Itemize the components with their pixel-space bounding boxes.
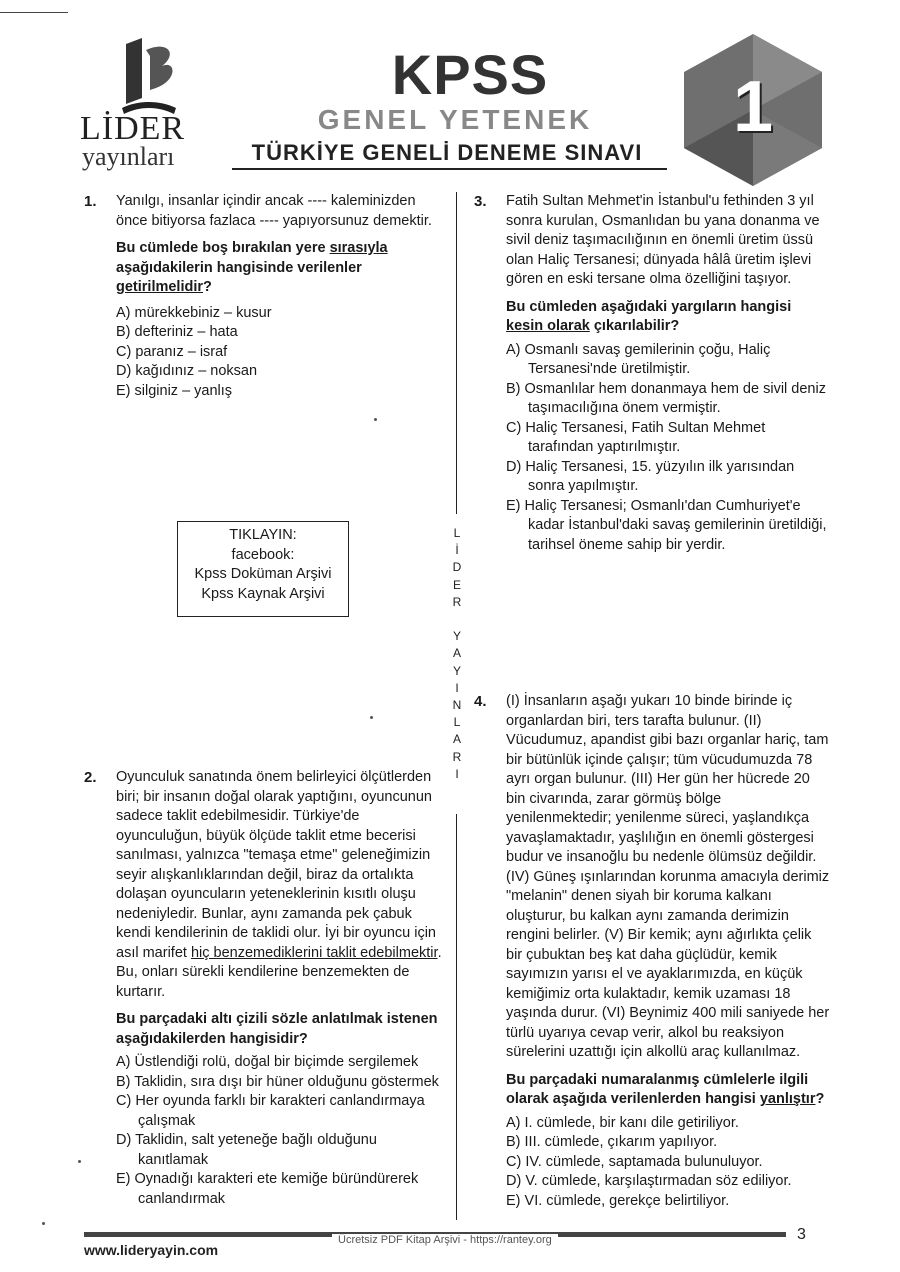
info-line: Kpss Kaynak Arşivi (201, 585, 325, 602)
option-b[interactable]: B) Osmanlılar hem donanmaya hem de sivil deniz taşımacılığına önem vermiştir. (506, 380, 826, 416)
scan-dot (374, 418, 377, 421)
option-c[interactable]: C) IV. cümlede, saptamada bulunuluyor. (506, 1153, 763, 1170)
info-line: Kpss Doküman Arşivi (194, 566, 332, 582)
option-d[interactable]: D) Taklidin, salt yeteneğe bağlı olduğunu kanıtlamak (116, 1132, 377, 1168)
info-line: facebook: (231, 546, 295, 563)
option-b[interactable]: B) III. cümlede, çıkarım yapılıyor. (506, 1134, 718, 1150)
option-d[interactable]: D) Haliç Tersanesi, 15. yüzyılın ilk yarısından sonra yapılmıştır. (506, 458, 795, 494)
option-e[interactable]: E) VI. cümlede, gerekçe belirtiliyor. (506, 1192, 730, 1209)
option-e[interactable]: E) Oynadığı karakteri ete kemiğe büründürerek canlandırmak (116, 1171, 419, 1207)
footer-note[interactable]: Ücretsiz PDF Kitap Arşivi - https://rantey.org (332, 1234, 558, 1246)
question-stem: Bu parçadaki altı çizili sözle anlatılmak istenen aşağıdakilerden hangisidir? (116, 1011, 438, 1047)
header-subtitle: GENEL YETENEK (317, 104, 593, 135)
question-1 (84, 192, 446, 401)
option-d[interactable]: D) kağıdınız – noksan (116, 363, 258, 379)
logo-mark-icon (116, 36, 180, 120)
question-stem: Bu cümleden aşağıdaki yargıların hangisi kesin olarak çıkarılabilir? (506, 298, 792, 334)
option-a[interactable]: A) I. cümlede, bir kanı dile getiriliyor. (506, 1114, 739, 1131)
option-b[interactable]: B) defteriniz – hata (116, 324, 238, 340)
option-e[interactable]: E) Haliç Tersanesi; Osmanlı'dan Cumhuriyet'e kadar İstanbul'daki savaş gemilerinin üretildiği, tarihsel öneme sahip bir yerdir. (506, 497, 827, 553)
question-2 (84, 768, 446, 1209)
column-divider (456, 192, 457, 514)
info-line: TIKLAYIN: (229, 527, 297, 543)
question-text: (I) İnsanların aşağı yukarı 10 binde birinde iç organlardan biri, ters tarafta bulunur. (II) Vücudumuz, apandist gibi bazı organlar hariç, tam bir bütünlük içinde çalışır; tüm vücudumuzda 78 ayrı organ bulunur. (III) Her gün her hücrede 20 bin civarında, zarar görmüş bölge yenilenmektedir; yenilenme süreci, yaşlandıkça yavaşlamaktadır, yaşlılığın en önemli göstergesi budur ve insanoğlu bu nedenle ölümsüz değildir. (IV) Güneş ışınlarından korunma amacıyla derimiz "melanin" denen siyah bir koruma kalkanı oluşturur, bu kalkan aynı zamanda derimizin rengini belirler. (V) Bir kemik; aynı ağırlıkta çelik bir çubuktan beş kat daha güçlüdür, kemik sayımızın yarısı el ve ayaklarımızda, en küçük kemiğimiz orta kulaktadır, kemik uzaması 18 yaşında durur. (VI) Beynimiz 400 mili saniyede her türlü uyarıya cevap verir, alkol bu reaksiyon sürelerini uzattığı için alkollü araç kullanılmaz. (506, 693, 830, 1060)
question-text: Oyunculuk sanatında önem belirleyici ölçütlerden biri; bir insanın doğal olarak yaptığını, oyuncunun sadece taklit edebilmesidir. Türkiye'de oyunculuğun, büyük ölçüde taklit etme becerisi sanılması, yalnızca "temaşa etme" geleneğimizin seyir alışkanlıklarından değil, biraz da ortalıkta dolaşan oyuncuların yeteneklerinin kısıtlı oluşu nedeniyledir. Bunlar, aynı zamanda pek çabuk kendi kendilerinin de taklidi olur. İyi bir oyuncu için asıl marifet hiç benzemediklerini taklit edebilmektir. Bu, onları sürekli kendilerine benzemekten de kurtarır. (116, 769, 442, 1000)
question-text: Yanılgı, insanlar içindir ancak ---- kaleminizden önce bitiyorsa fazlaca ---- yapıyorsunuz demektir. (116, 193, 432, 229)
header-title: KPSS (391, 43, 549, 106)
page-number: 3 (797, 1226, 806, 1243)
question-3 (474, 192, 830, 555)
publisher-logo (80, 30, 230, 170)
question-number: 3. (474, 193, 487, 210)
exam-number-badge (678, 30, 828, 190)
exam-number: 1 (732, 67, 774, 147)
question-stem: Bu parçadaki numaralanmış cümlelerle ilgili olarak aşağıda verilenlerden hangisi yanlıştır? (506, 1071, 825, 1107)
question-4 (474, 692, 830, 1211)
option-c[interactable]: C) Haliç Tersanesi, Fatih Sultan Mehmet tarafından yaptırılmıştır. (506, 419, 766, 455)
option-a[interactable]: A) Üstlendiği rolü, doğal bir biçimde sergilemek (116, 1054, 419, 1070)
option-a[interactable]: A) mürekkebiniz – kusur (116, 304, 272, 321)
option-e[interactable]: E) silginiz – yanlış (116, 382, 233, 399)
option-c[interactable]: C) paranız – israf (116, 343, 228, 360)
vertical-publisher-text: L İ D E R Y A Y I N L A R I (452, 526, 462, 781)
header-underline (232, 168, 667, 170)
exam-name: TÜRKİYE GENELİ DENEME SINAVI (251, 140, 643, 165)
question-number: 2. (84, 769, 97, 786)
question-text: Fatih Sultan Mehmet'in İstanbul'u fethinden 3 yıl sonra kurulan, Osmanlıdan bu yana donanma ve sivil deniz taşımacılığının en önemli üretim üssü olan Haliç Tersanesi; dünyada hâlâ üretim işlevi gören en eski tersane olma özelliğini taşıyor. (506, 193, 820, 287)
info-box (177, 521, 349, 617)
option-c[interactable]: C) Her oyunda farklı bir karakteri canlandırmaya çalışmak (116, 1093, 425, 1129)
option-b[interactable]: B) Taklidin, sıra dışı bir hüner olduğunu göstermek (116, 1073, 439, 1090)
question-number: 1. (84, 193, 97, 210)
scan-dot (42, 1222, 45, 1225)
option-a[interactable]: A) Osmanlı savaş gemilerinin çoğu, Haliç Tersanesi'nde üretilmiştir. (506, 341, 771, 377)
logo-name: LİDER (80, 110, 186, 147)
question-stem: Bu cümlede boş bırakılan yere sırasıyla aşağıdakilerin hangisinde verilenler getirilmelidir? (116, 240, 388, 295)
scan-dot (370, 716, 373, 719)
footer-website-link[interactable]: www.lideryayin.com (84, 1242, 219, 1258)
logo-subtitle: yayınları (82, 142, 175, 171)
top-rule (0, 12, 68, 13)
question-number: 4. (474, 693, 487, 710)
scan-dot (78, 1160, 81, 1163)
column-divider (456, 814, 457, 1220)
option-d[interactable]: D) V. cümlede, karşılaştırmadan söz ediliyor. (506, 1173, 792, 1189)
